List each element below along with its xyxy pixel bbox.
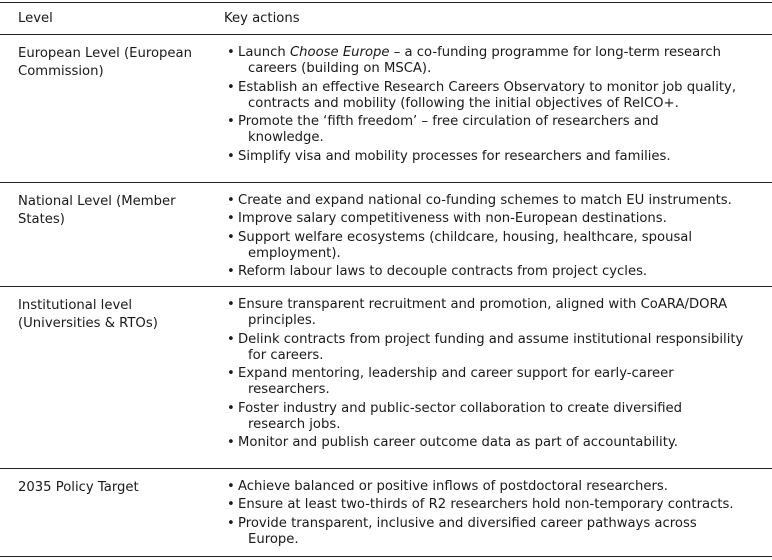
actions-cell xyxy=(220,35,772,182)
level-line: Institutional level xyxy=(18,298,133,313)
level-cell xyxy=(0,469,220,556)
list-item: • Provide transparent, inclusive and diversified career pathways across Europe. xyxy=(224,516,772,549)
header-key-actions: Key actions xyxy=(224,11,300,26)
list-item: • Improve salary competitiveness with non-European destinations. xyxy=(224,211,772,227)
level-line: Commission) xyxy=(18,63,104,79)
list-item: • Ensure transparent recruitment and promotion, aligned with CoARA/DORA principles. xyxy=(224,297,772,330)
policy-table xyxy=(0,2,772,557)
actions-list xyxy=(224,479,772,548)
level-line: States) xyxy=(18,211,65,227)
list-item: • Reform labour laws to decouple contracts from project cycles. xyxy=(224,264,772,280)
table-header xyxy=(0,3,772,35)
table-row xyxy=(0,35,772,183)
list-item: • Establish an effective Research Careers Observatory to monitor job quality, contracts and mobility (following the initial objectives of ReICO+. xyxy=(224,80,772,113)
actions-cell xyxy=(220,287,772,468)
table-row xyxy=(0,287,772,469)
actions-list xyxy=(224,193,772,280)
level-cell xyxy=(0,35,220,182)
list-item: • Promote the ‘fifth freedom’ – free circulation of researchers and knowledge. xyxy=(224,114,772,147)
list-item: • Monitor and publish career outcome data as part of accountability. xyxy=(224,435,772,451)
table-row xyxy=(0,469,772,557)
level-cell xyxy=(0,287,220,468)
list-item: • Launch Choose Europe – a co-funding programme for long-term research careers (building on MSCA). xyxy=(224,45,772,78)
actions-cell xyxy=(220,469,772,556)
level-cell xyxy=(0,183,220,286)
actions-cell xyxy=(220,183,772,286)
list-item: • Support welfare ecosystems (childcare, housing, healthcare, spousal employment). xyxy=(224,230,772,263)
list-item: • Ensure at least two-thirds of R2 researchers hold non-temporary contracts. xyxy=(224,497,772,513)
list-item: • Simplify visa and mobility processes for researchers and families. xyxy=(224,149,772,165)
list-item: • Foster industry and public-sector collaboration to create diversified research jobs. xyxy=(224,401,772,434)
level-line: European Level (European xyxy=(18,46,192,61)
actions-list xyxy=(224,297,772,452)
header-level: Level xyxy=(18,11,53,26)
list-item: • Create and expand national co-funding schemes to match EU instruments. xyxy=(224,193,772,209)
level-line: 2035 Policy Target xyxy=(18,480,139,495)
actions-list xyxy=(224,45,772,165)
table-row xyxy=(0,183,772,287)
list-item: • Expand mentoring, leadership and career support for early-career researchers. xyxy=(224,366,772,399)
level-line: (Universities & RTOs) xyxy=(18,315,158,331)
list-item: • Delink contracts from project funding and assume institutional responsibility for careers. xyxy=(224,332,772,365)
list-item: • Achieve balanced or positive inflows of postdoctoral researchers. xyxy=(224,479,772,495)
level-line: National Level (Member xyxy=(18,194,176,209)
